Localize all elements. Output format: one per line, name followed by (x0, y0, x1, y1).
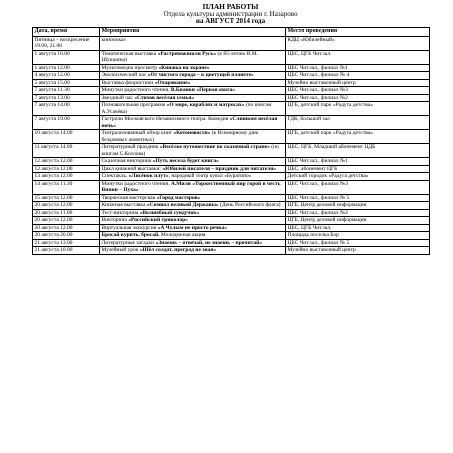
event-text: (к Всемирному дню бездомных животных) (101, 130, 259, 143)
event-title: «Растревожишли Русь» (157, 50, 217, 57)
document-header (32, 3, 429, 26)
cell-event (100, 144, 286, 158)
event-text: Спектакль. (101, 173, 129, 180)
cell-date: 1 августа 12.00 (33, 64, 100, 72)
cell-date: 15 августа 12.00 (33, 194, 100, 202)
cell-event (100, 239, 286, 247)
table-row (33, 194, 430, 202)
column-header-date: Дата, время (33, 27, 100, 36)
cell-place: ЦГБ, Центр деловой информации (286, 217, 430, 225)
event-text: Молодежная акция (159, 232, 206, 239)
table-row (33, 209, 430, 217)
cell-date: 20 августа 12.00 (33, 202, 100, 210)
event-text: Гастроли Московского Независимого театра. Комедия (101, 116, 230, 123)
event-text: Цикл книжной выставки: (101, 165, 163, 172)
event-text: Тест-викторина (101, 209, 140, 216)
table-row (33, 72, 430, 80)
event-text: Виртуальная экскурсия (101, 224, 158, 231)
column-header-place: Место проведения (286, 27, 430, 36)
document-month: на АВГУСТ 2014 года (195, 17, 266, 26)
event-text: Творческая мастерская (101, 194, 157, 201)
event-title: «Путь весела будет книга» (152, 158, 219, 165)
event-text: Тематическая выставка (101, 50, 158, 57)
cell-place: ЦГБ, детский парк «Радуга детства» (286, 102, 430, 116)
cell-event (100, 158, 286, 166)
event-title: «Город мастеров» (156, 194, 201, 201)
event-text: Викторина (101, 217, 129, 224)
cell-date: 21 августа 13.00 (33, 239, 100, 247)
cell-date: 14 августа 11.30 (33, 180, 100, 194)
cell-date: 7 августа 13.00 (33, 94, 100, 102)
event-title: «Книжка на экране» (158, 64, 210, 71)
cell-date: 1 августа 10.00 (33, 50, 100, 64)
table-row (33, 239, 430, 247)
table-row (33, 173, 430, 181)
event-text: Экологический час (101, 72, 148, 79)
cell-date: 10 августа 14.00 (33, 130, 100, 144)
table-row (33, 144, 430, 158)
event-text: кинопоказ (101, 36, 126, 43)
event-text: Литературные загадки (101, 239, 156, 246)
table-row (33, 247, 430, 255)
event-title: «Стихов весёлая семья» (134, 94, 195, 101)
cell-event (100, 180, 286, 194)
table-row (33, 87, 430, 95)
cell-place: ЦБС Чит.зал., филиал №1 (286, 158, 430, 166)
event-title: «Символ великой Державы» (146, 202, 219, 209)
event-title: «Юбилей писателя – праздник для читателя» (162, 165, 277, 172)
table-row (33, 79, 430, 87)
table-row (33, 102, 430, 116)
cell-event (100, 50, 286, 64)
cell-place: ЦБС Чит.зал., филиал № 5 (286, 239, 430, 247)
event-title: А.Милн «Торжественный пир горой в честь Винни – Пуха» (101, 180, 281, 194)
cell-place: Детский городок «Радуга детства» (286, 173, 430, 181)
cell-event (100, 116, 286, 130)
cell-place: КДЦ «Юбилейный» (286, 36, 430, 50)
cell-place: ЦБС Чит.зал., филиал № 4 (286, 72, 430, 80)
event-text: Музейный урок (101, 247, 140, 254)
cell-event (100, 173, 286, 181)
event-title: В.Бианки «Первая охота» (170, 87, 236, 94)
cell-event (100, 72, 286, 80)
cell-place: ЦГБ, детский парк «Радуга детства» (286, 130, 430, 144)
cell-place: Площадь поселка Бор (286, 232, 430, 240)
table-row (33, 232, 430, 240)
cell-event (100, 224, 286, 232)
cell-place: ЦБС Чит.зал., филиал № 5 (286, 194, 430, 202)
cell-place: ЦБС Чит.зал., филиал №2 (286, 209, 430, 217)
cell-place: ЦБС, абонемент ЦГБ (286, 165, 430, 173)
document-title: ПЛАН РАБОТЫ (202, 2, 259, 11)
event-title: «О море, кораблях и матросах» (166, 102, 245, 109)
event-title: «Очарование» (154, 79, 191, 86)
cell-place: ЦБС Чит.зал., филиал №1 (286, 64, 430, 72)
cell-place: Музейно выставочный центр (286, 79, 430, 87)
event-text: (по книгам С.Козлова) (101, 144, 279, 157)
cell-date: 13 августа 12.00 (33, 173, 100, 181)
cell-event (100, 217, 286, 225)
event-title: «Российский триколор» (128, 217, 188, 224)
cell-place: ЦБС Чит.зал., филиал №3 (286, 180, 430, 194)
table-row (33, 50, 430, 64)
cell-place: ЦБС, ЦГБ Чит.зал. (286, 224, 430, 232)
cell-date: 20 августа 11.00 (33, 209, 100, 217)
event-text: Мультимедиа просмотр (101, 64, 159, 71)
schedule-table (32, 27, 430, 255)
table-row (33, 36, 430, 50)
cell-date: 20 августа 12.00 (33, 217, 100, 225)
event-title: «От чистого города – к цветущей планете» (147, 72, 254, 79)
event-title: «Волшебный сундучок» (139, 209, 200, 216)
event-title: «Весёлое путешествие по сказочной стране» (159, 144, 270, 151)
cell-place: Музейно выставочный центр (286, 247, 430, 255)
cell-event (100, 94, 286, 102)
table-row (33, 64, 430, 72)
cell-event (100, 64, 286, 72)
cell-date: 20 августа 20.00 (33, 232, 100, 240)
cell-place: ЦБС, ЦГБ, Младший абонемент ЦДБ (286, 144, 430, 158)
event-text: Книжная выставка (101, 202, 147, 209)
cell-event (100, 130, 286, 144)
cell-date: 20 августа 12.00 (33, 224, 100, 232)
cell-date: 7 августа 19.00 (33, 116, 100, 130)
cell-event (100, 209, 286, 217)
column-header-event: Мероприятия (100, 27, 286, 36)
event-text: (к 85-летию В.М. Шукшина) (101, 50, 259, 64)
event-title: «Слишком весёлая ночь» (101, 116, 278, 129)
event-text: Литературный праздник (101, 144, 160, 151)
table-row (33, 217, 430, 225)
table-row (33, 94, 430, 102)
table-header-row (33, 27, 430, 36)
cell-event (100, 194, 286, 202)
cell-event (100, 165, 286, 173)
cell-place: ЦБС, ЦГБ Чит.зал. (286, 50, 430, 64)
cell-event (100, 87, 286, 95)
cell-place: ЦБС Чит.зал., филиал №2 (286, 94, 430, 102)
cell-date: 4 августа 12.00 (33, 72, 100, 80)
cell-date: 5 августа 15.00 (33, 79, 100, 87)
event-title: «А Чулым не просто речка» (157, 224, 228, 231)
cell-place: ЦБС Чит.зал., филиал №3 (286, 87, 430, 95)
table-row (33, 165, 430, 173)
cell-event (100, 247, 286, 255)
event-text: Выставка флористики (101, 79, 155, 86)
event-title: «Лисёнок плут» (128, 173, 169, 180)
event-text: , народный театр кукол «Буратино» (168, 173, 252, 180)
cell-date: 7 августа 14.00 (33, 102, 100, 116)
event-text: Театрализованный обзор книг (101, 130, 174, 137)
document-subtitle: Отдела культуры администрации г. Назарово (163, 9, 298, 18)
event-text: (по книгам А.Усачёва) (101, 102, 272, 115)
cell-place: ГДК, большой зал (286, 116, 430, 130)
event-text: Звездный час (101, 94, 135, 101)
table-row (33, 116, 430, 130)
event-text: Сказочная викторина (101, 158, 153, 165)
cell-event (100, 79, 286, 87)
table-row (33, 180, 430, 194)
table-row (33, 130, 430, 144)
table-row (33, 224, 430, 232)
event-title: «Шёл солдат, преград не зная» (139, 247, 217, 254)
cell-event (100, 102, 286, 116)
schedule-rows (33, 36, 430, 254)
cell-date: 11 августа 14.00 (33, 144, 100, 158)
event-text: Познавательная программа (101, 102, 167, 109)
cell-date: 21 августа 10.00 (33, 247, 100, 255)
event-text: Минутки радостного чтения. (101, 180, 171, 187)
cell-date: 7 августа 11.30 (33, 87, 100, 95)
event-text: (День Российского флага) (218, 202, 281, 209)
table-row (33, 158, 430, 166)
cell-place: ЦГБ, Центр деловой информации (286, 202, 430, 210)
cell-event (100, 202, 286, 210)
cell-date: Пятница – воскресение 19.00, 21.00 (33, 36, 100, 50)
cell-event (100, 36, 286, 50)
event-title: Бросай курить, бросай. (101, 232, 160, 239)
cell-date: 12 августа 12.00 (33, 158, 100, 166)
table-row (33, 202, 430, 210)
event-title: «Котоновости» (173, 130, 211, 137)
cell-event (100, 232, 286, 240)
event-text: Минутки радостного чтения. (101, 87, 171, 94)
event-title: «Знаешь – отвечай, не знаешь – прочитай» (155, 239, 263, 246)
cell-date: 12 августа 12.00 (33, 165, 100, 173)
